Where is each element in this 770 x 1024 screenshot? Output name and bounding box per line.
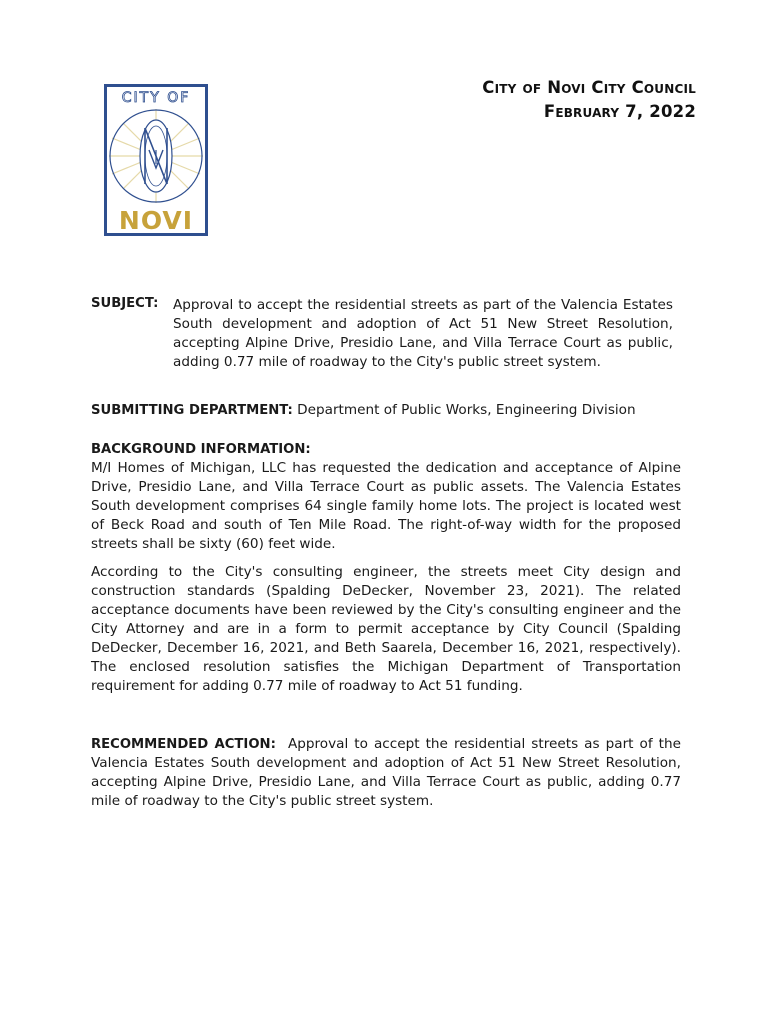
meeting-date: February 7, 2022 [543,102,696,121]
background-paragraph-2: According to the City's consulting engineer, the streets meet City design and construction standards (Spalding DeDecker, November 23, 2021). The related acceptance documents have been reviewed by the City's consulting engineer and the City Attorney and are in a form to permit acceptance by City Council (Spalding DeDecker, December 16, 2021, and Beth Saarela, December 16, 2021, respectively). The enclosed resolution satisfies the Michigan Department of Transportation requirement for adding 0.77 mile of roadway to Act 51 funding. [91,564,681,694]
recommended-action-label: RECOMMENDED ACTION: [91,737,276,752]
recommended-action-section [91,735,681,811]
svg-text:NOVI: NOVI [118,206,194,235]
subject-label: SUBJECT: [91,296,159,311]
background-label: BACKGROUND INFORMATION: [91,442,311,457]
background-section [91,440,681,705]
subject-text: Approval to accept the residential streets as part of the Valencia Estates South development and adoption of Act 51 New Street Resolution, accepting Alpine Drive, Presidio Lane, and Villa Terrace Court as public, adding 0.77 mile of roadway to the City's public street system. [173,297,673,370]
svg-text:CITY OF: CITY OF [121,90,191,106]
recommended-action-text: Approval to accept the residential streets as part of the Valencia Estates South development and adoption of Act 51 New Street Resolution, accepting Alpine Drive, Presidio Lane, and Villa Terrace Court as public, adding 0.77 mile of roadway to the City's public street system. [91,736,681,809]
submitting-department-label: SUBMITTING DEPARTMENT: [91,403,293,418]
background-paragraph-1: M/I Homes of Michigan, LLC has requested the dedication and acceptance of Alpine Drive, Presidio Lane, and Villa Terrace Court as public assets. The Valencia Estates South development comprises 64 single family home lots. The project is located west of Beck Road and south of Ten Mile Road. The right-of-way width for the proposed streets shall be sixty (60) feet wide. [91,460,681,552]
city-of-novi-logo [104,84,208,236]
submitting-department-text: Department of Public Works, Engineering Division [297,402,636,418]
subject-section [91,296,681,372]
document-header [482,76,696,124]
council-title: City of Novi City Council [482,78,696,97]
submitting-department-section [91,401,681,420]
